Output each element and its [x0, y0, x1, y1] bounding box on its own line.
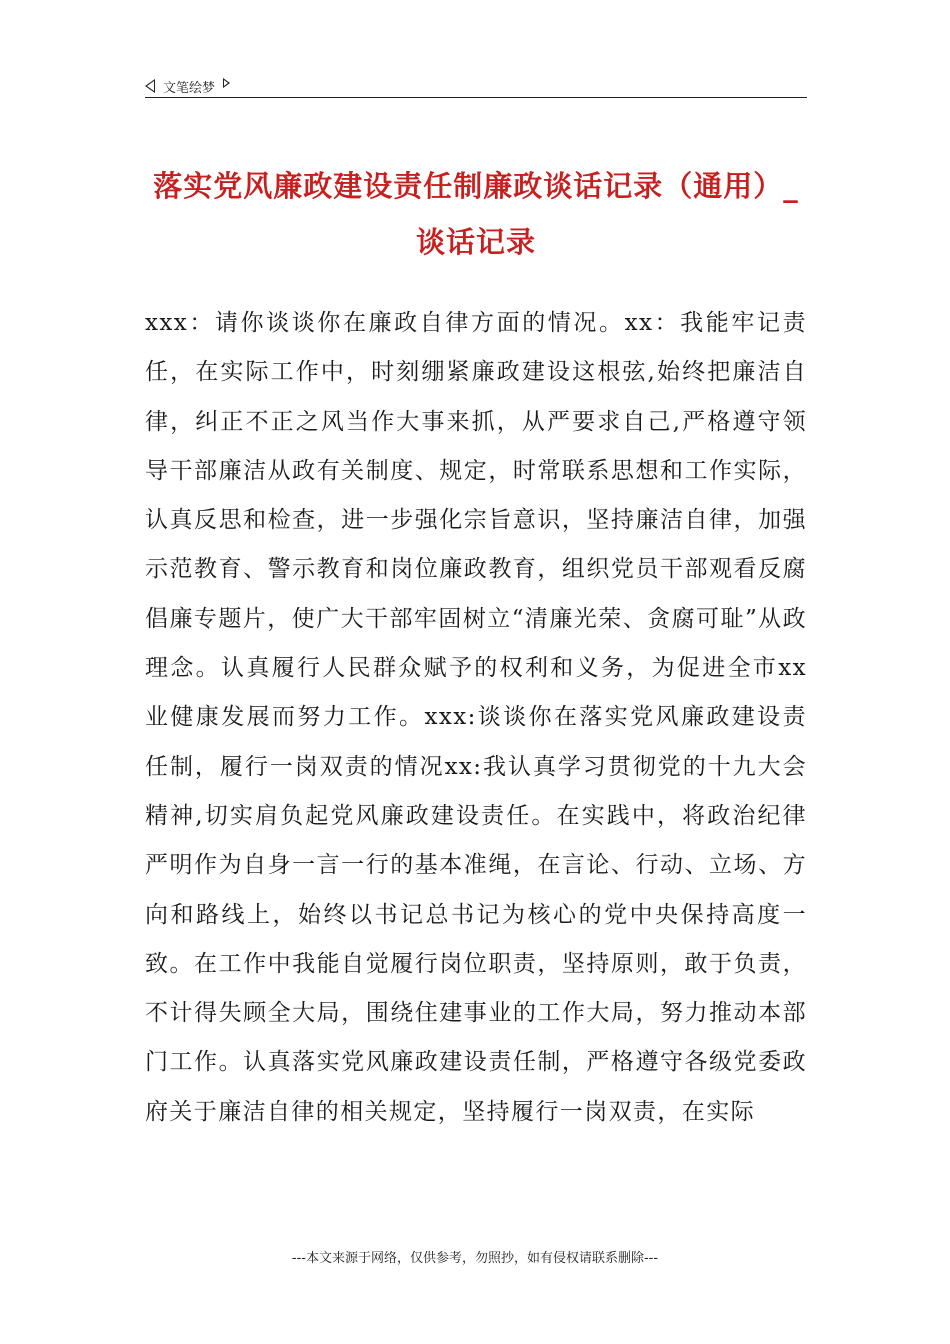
document-title: 落实党风廉政建设责任制廉政谈话记录（通用）_谈话记录: [153, 169, 799, 259]
document-body: xxx：请你谈谈你在廉政自律方面的情况。xx：我能牢记责任，在实际工作中，时刻绷紧廉政建设这根弦,始终把廉洁自律，纠正不正之风当作大事来抓，从严要求自己,严格遵守领导干部廉洁从政有关制度、规定，时常联系思想和工作实际，认真反思和检查，进一步强化宗旨意识，坚持廉洁自律，加强示范教育、警示教育和岗位廉政教育，组织党员干部观看反腐倡廉专题片，使广大干部牢固树立“清廉光荣、贪腐可耻”从政理念。认真履行人民群众赋予的权利和义务，为促进全市xx业健康发展而努力工作。xxx:谈谈你在落实党风廉政建设责任制，履行一岗双责的情况xx:我认真学习贯彻党的十九大会精神,切实肩负起党风廉政建设责任。在实践中，将政治纪律严明作为自身一言一行的基本准绳，在言论、行动、立场、方向和路线上，始终以书记总书记为核心的党中央保持高度一致。在工作中我能自觉履行岗位职责，坚持原则，敢于负责，不计得失顾全大局，围绕住建事业的工作大局，努力推动本部门工作。认真落实党风廉政建设责任制，严格遵守各级党委政府关于廉洁自律的相关规定，坚持履行一岗双责，在实际: [145, 310, 807, 1125]
triangle-left-icon: [145, 79, 155, 93]
page-header: [145, 74, 807, 98]
footer-notice: ---本文来源于网络，仅供参考，勿照抄，如有侵权请联系删除---: [291, 1251, 659, 1266]
header-divider: [145, 97, 807, 98]
brand-label: 文笔绘梦: [163, 80, 216, 96]
triangle-right-icon: [223, 78, 230, 88]
